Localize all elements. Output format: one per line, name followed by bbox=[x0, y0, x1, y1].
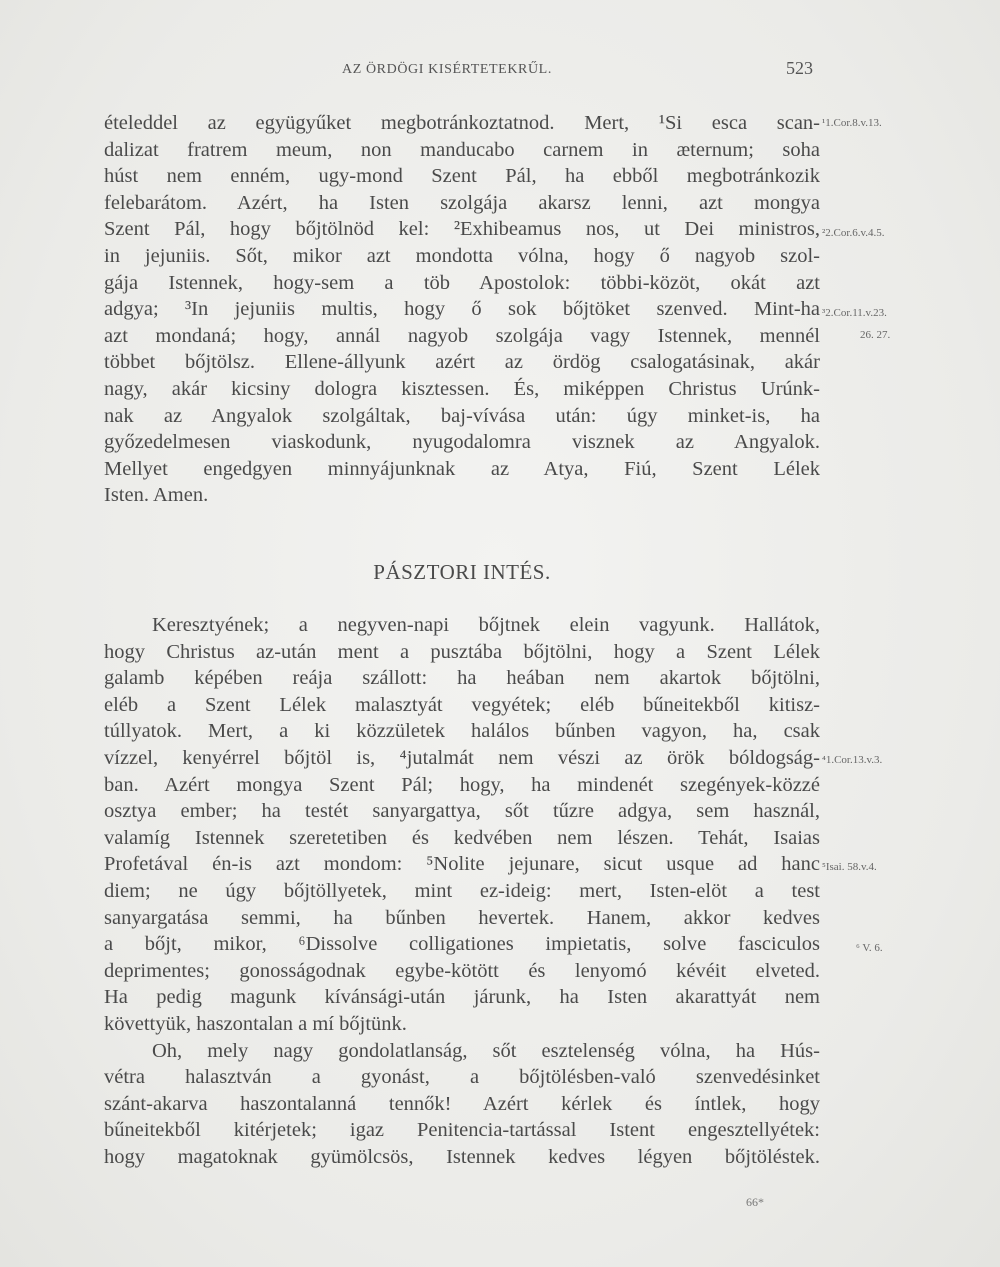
text-line: követtyük, haszontalan a mí bőjtünk. bbox=[104, 1012, 407, 1035]
text-line: felebarátom. Azért, ha Isten szolgája akarsz lenni, azt mongya bbox=[104, 191, 820, 214]
text-line: adgya; ³In jejuniis multis, hogy ő sok bőjtöket szenved. Mint-ha bbox=[104, 298, 820, 321]
text-line: diem; ne úgy bőjtöllyetek, mint ez-ideig: mert, Isten-elöt a test bbox=[104, 879, 820, 902]
text-line: győzedelmesen viaskodunk, nyugodalomra visznek az Angyalok. bbox=[104, 431, 820, 454]
text-line: in jejuniis. Sőt, mikor azt mondotta vólna, hogy ő nagyob szol- bbox=[104, 244, 820, 267]
text-line: vízzel, kenyérrel bőjtöl is, ⁴jutalmát nem vészi az örök bóldogság- bbox=[104, 746, 820, 769]
margin-note: ⁶ V. 6. bbox=[856, 942, 883, 954]
text-line: Keresztyének; a negyven-napi bőjtnek elein vagyunk. Hallátok, bbox=[152, 614, 820, 636]
margin-note: ¹1.Cor.8.v.13. bbox=[822, 117, 882, 129]
text-line: a bőjt, mikor, ⁶Dissolve colligationes impietatis, solve fasciculos bbox=[104, 933, 820, 956]
text-line: húst nem enném, ugy-mond Szent Pál, ha ebből megbotránkozik bbox=[104, 165, 820, 188]
text-line: valamíg Istennek szeretetiben és kedvében nem lészen. Tehát, Isaias bbox=[104, 826, 820, 849]
text-line: deprimentes; gonosságodnak egybe-kötött és lenyomó kévéit elveted. bbox=[104, 959, 820, 982]
text-line: Profetával én-is azt mondom: ⁵Nolite jejunare, sicut usque ad hanc bbox=[104, 853, 820, 876]
text-line: eléb a Szent Lélek malasztyát vegyétek; eléb bűneitekből kitisz- bbox=[104, 693, 820, 716]
signature-mark: 66* bbox=[746, 1195, 764, 1209]
text-line: dalizat fratrem meum, non manducabo carnem in æternum; soha bbox=[104, 138, 820, 161]
text-line: osztya ember; ha testét sanyargattya, sőt tűzre adgya, sem használ, bbox=[104, 800, 820, 823]
text-line: bűneitekből kitérjetek; igaz Penitencia-tartással Istent engesztellyétek: bbox=[104, 1119, 820, 1142]
text-line: Szent Pál, hogy bőjtölnöd kel: ²Exhibeamus nos, ut Dei ministros, bbox=[104, 218, 820, 241]
text-line: vétra halasztván a gyonást, a bőjtölésben-való szenvedésinket bbox=[104, 1066, 820, 1089]
text-line: Oh, mely nagy gondolatlanság, sőt esztelenség vólna, ha Hús- bbox=[152, 1039, 820, 1062]
text-line: Isten. Amen. bbox=[104, 484, 209, 507]
text-line: sanyargatása semmi, ha bűnben hevertek. Hanem, akkor kedves bbox=[104, 906, 820, 929]
text-line: hogy Christus az-után ment a pusztába bőjtölni, hogy a Szent Lélek bbox=[104, 640, 820, 663]
margin-note: 26. 27. bbox=[860, 329, 891, 341]
margin-note: ²2.Cor.6.v.4.5. bbox=[822, 227, 885, 239]
section-heading: PÁSZTORI INTÉS. bbox=[373, 560, 551, 584]
margin-note: ⁵Isai. 58.v.4. bbox=[822, 861, 877, 873]
text-line: többet bőjtölsz. Ellene-állyunk azért az ördög csalogatásinak, akár bbox=[104, 351, 820, 374]
page-number: 523 bbox=[786, 58, 813, 78]
text-line: Ha pedig magunk kívánsági-után járunk, ha Isten akarattyát nem bbox=[104, 986, 820, 1009]
pastoral-admonition-block bbox=[104, 612, 820, 1170]
margin-note: ³2.Cor.11.v.23. bbox=[822, 307, 887, 319]
margin-note: ⁴1.Cor.13.v.3. bbox=[822, 754, 883, 766]
text-line: azt mondaná; hogy, annál nagyob szolgája vagy Istennek, mennél bbox=[104, 324, 820, 347]
text-line: ban. Azért mongya Szent Pál; hogy, ha mindenét szegények-közzé bbox=[104, 773, 820, 796]
text-line: nagy, akár kicsiny dologra kisztessen. És, miképpen Christus Urúnk- bbox=[104, 377, 820, 400]
text-line: gája Istennek, hogy-sem a töb Apostolok: többi-közöt, okát azt bbox=[104, 271, 820, 294]
text-line: szánt-akarva haszontalanná tennők! Azért kérlek és íntlek, hogy bbox=[104, 1092, 820, 1115]
text-line: galamb képében reája szállott: ha heában nem akartok bőjtölni, bbox=[104, 667, 820, 690]
text-line: hogy magatoknak gyümölcsös, Istennek kedves légyen bőjtöléstek. bbox=[104, 1145, 820, 1168]
running-title: AZ ÖRDÖGI KISÉRTETEKRŰL. bbox=[342, 62, 552, 77]
text-line: ételeddel az együgyűket megbotránkoztatnod. Mert, ¹Si esca scan- bbox=[104, 112, 820, 134]
text-line: nak az Angyalok szolgáltak, baj-vívása után: úgy minket-is, ha bbox=[104, 404, 820, 427]
sermon-ending-block bbox=[104, 110, 820, 509]
text-line: túllyatok. Mert, a ki közzületek halálos bűnben vagyon, ha, csak bbox=[104, 720, 820, 743]
text-line: Mellyet engedgyen minnyájunknak az Atya, Fiú, Szent Lélek bbox=[104, 457, 820, 480]
